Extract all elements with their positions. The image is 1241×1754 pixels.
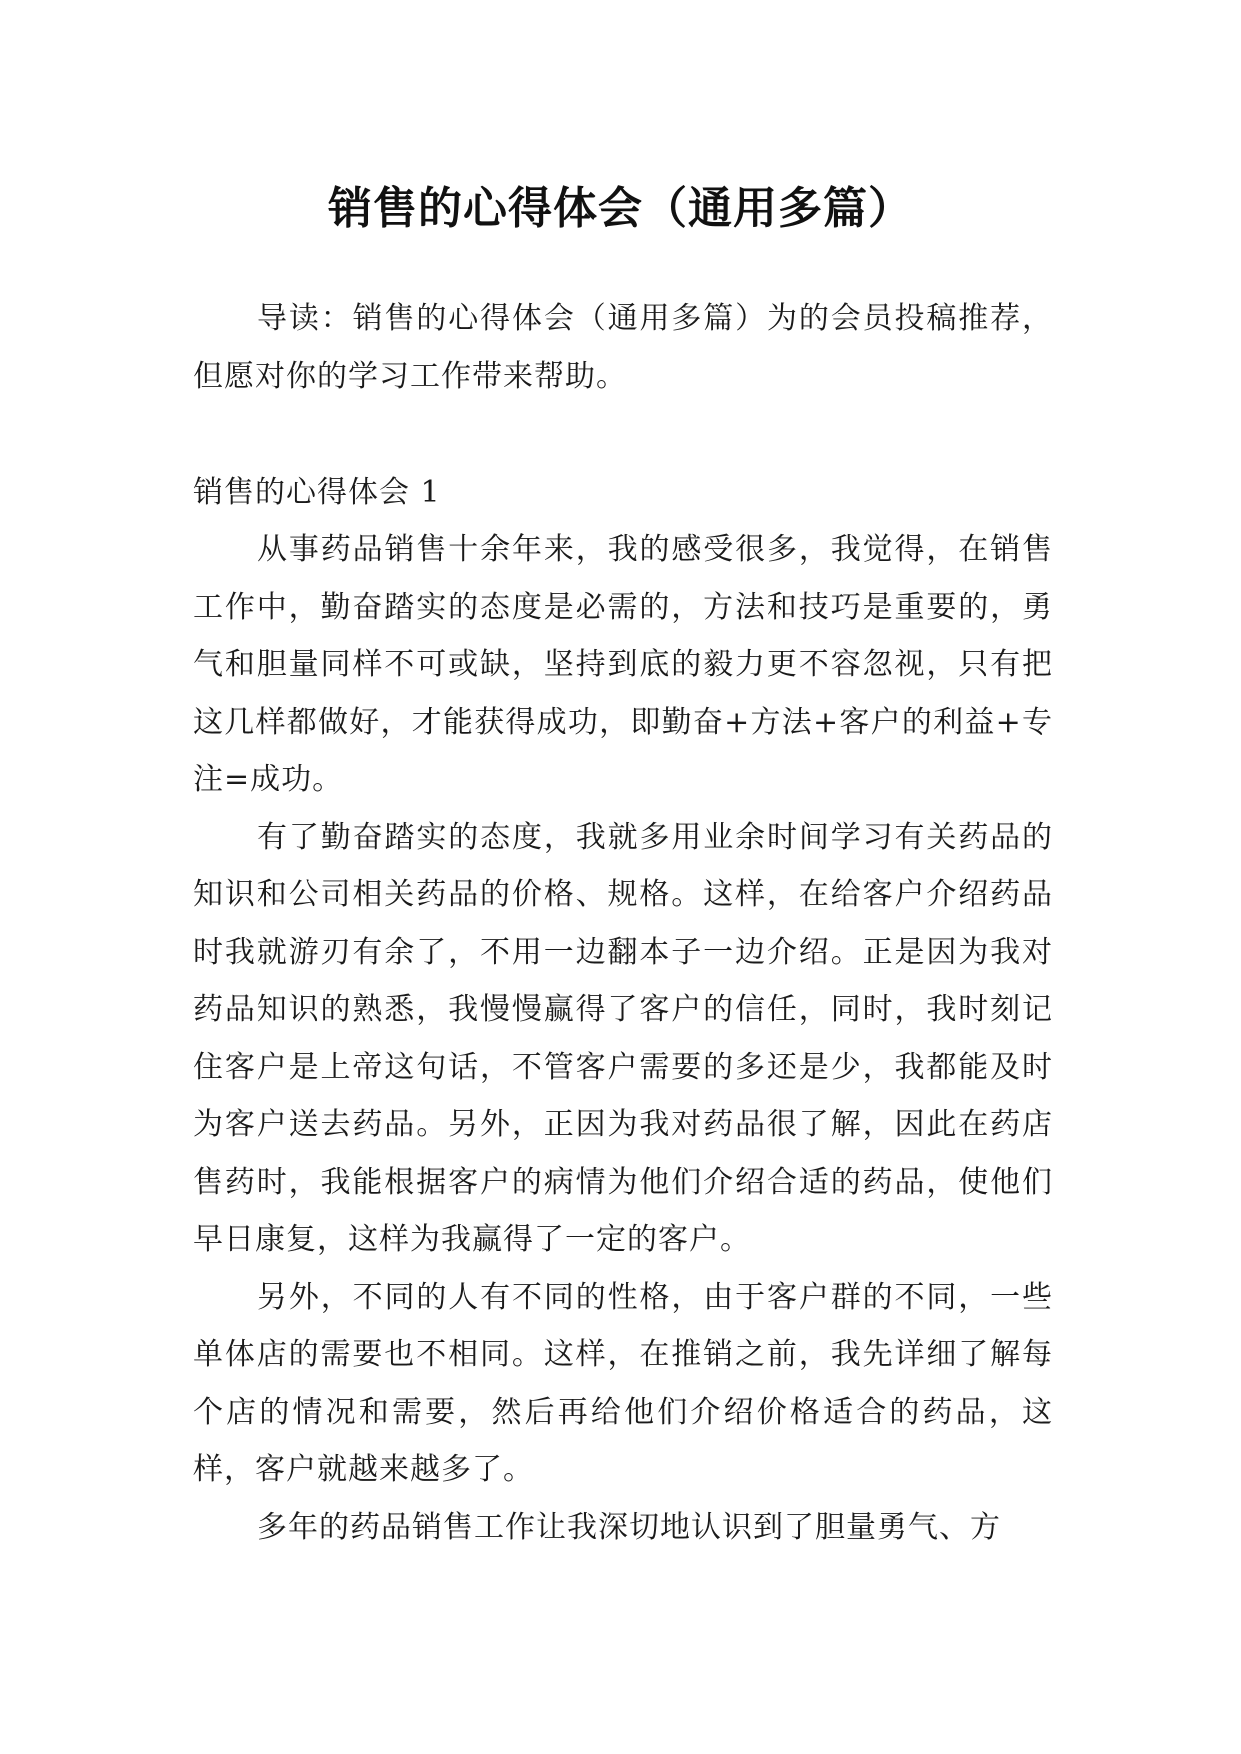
body-paragraph: 有了勤奋踏实的态度，我就多用业余时间学习有关药品的知识和公司相关药品的价格、规格。这样，在给客户介绍药品时我就游刃有余了，不用一边翻本子一边介绍。正是因为我对药品知识的熟悉，我慢慢赢得了客户的信任，同时，我时刻记住客户是上帝这句话，不管客户需要的多还是少，我都能及时为客户送去药品。另外，正因为我对药品很了解，因此在药店售药时，我能根据客户的病情为他们介绍合适的药品，使他们早日康复，这样为我赢得了一定的客户。 — [193, 819, 1053, 1257]
section-heading: 销售的心得体会 1 — [193, 475, 441, 510]
intro-paragraph: 导读：销售的心得体会（通用多篇）为的会员投稿推荐，但愿对你的学习工作带来帮助。 — [193, 301, 1053, 394]
body-paragraph: 多年的药品销售工作让我深切地认识到了胆量勇气、方 — [257, 1509, 1001, 1545]
body-paragraph: 另外，不同的人有不同的性格，由于客户群的不同，一些单体店的需要也不相同。这样，在推销之前，我先详细了解每个店的情况和需要，然后再给他们介绍价格适合的药品，这样，客户就越来越多了。 — [193, 1279, 1053, 1487]
section-body — [193, 521, 1053, 1556]
body-paragraph: 从事药品销售十余年来，我的感受很多，我觉得，在销售工作中，勤奋踏实的态度是必需的，方法和技巧是重要的，勇气和胆量同样不可或缺，坚持到底的毅力更不容忽视，只有把这几样都做好，才能获得成功，即勤奋+方法+客户的利益+专注=成功。 — [193, 532, 1053, 797]
document-title: 销售的心得体会（通用多篇） — [328, 183, 913, 235]
